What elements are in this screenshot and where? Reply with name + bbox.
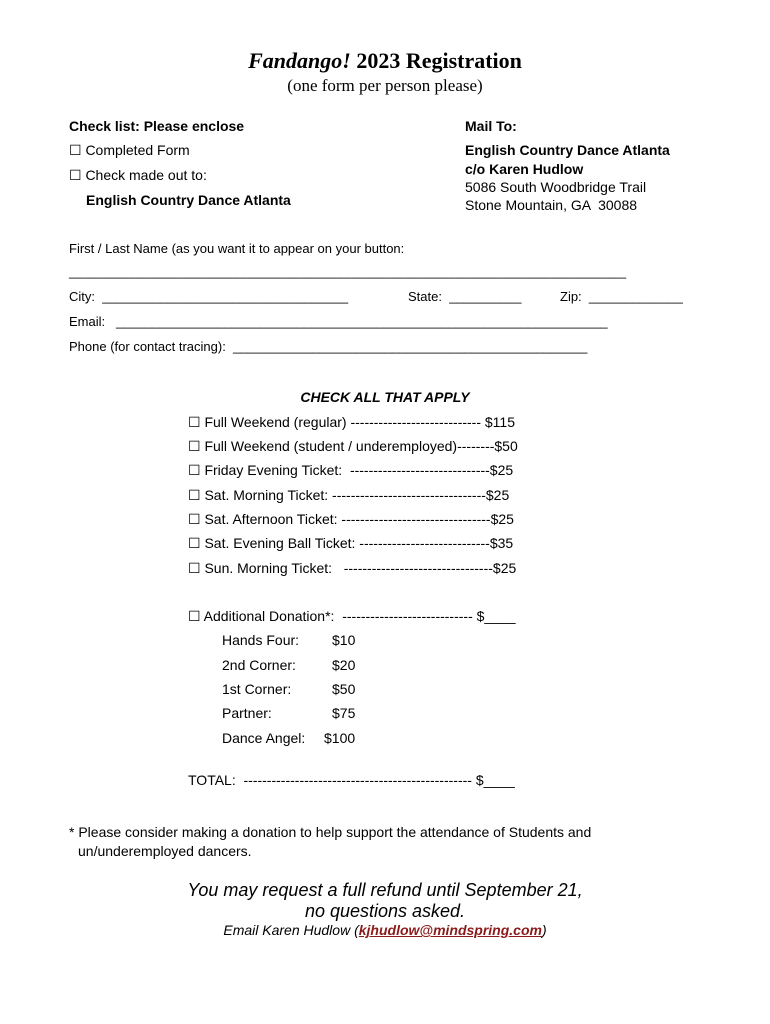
name-label: First / Last Name (as you want it to appear on your button: <box>69 241 405 256</box>
refund-line1: You may request a full refund until September 21, <box>187 880 583 900</box>
state-field[interactable]: State: __________ <box>408 289 522 304</box>
donation-level-amount: $75 <box>332 705 356 721</box>
checkbox-sat-afternoon[interactable]: ☐ Sat. Afternoon Ticket: --------------------------------$25 <box>188 511 514 527</box>
donation-level-name: Dance Angel: <box>222 730 306 746</box>
mail-to-city: Stone Mountain, GA 30088 <box>465 197 638 213</box>
checklist-heading: Check list: Please enclose <box>69 118 245 134</box>
page-title <box>0 48 770 74</box>
checkbox-sat-morning[interactable]: ☐ Sat. Morning Ticket: ---------------------------------$25 <box>188 487 510 503</box>
donation-level-name: Hands Four: <box>222 632 300 648</box>
donation-level-amount: $10 <box>332 632 356 648</box>
title-italic: Fandango! <box>248 48 351 73</box>
city-field[interactable]: City: __________________________________ <box>69 289 349 304</box>
email-contact <box>0 922 770 938</box>
donation-level-name: 1st Corner: <box>222 681 292 697</box>
donation-level-amount: $100 <box>324 730 356 746</box>
phone-field[interactable]: Phone (for contact tracing): _________________________________________________ <box>69 339 588 354</box>
email-link[interactable]: kjhudlow@mindspring.com <box>358 922 542 938</box>
page-subtitle: (one form per person please) <box>287 76 483 95</box>
checkbox-friday-evening[interactable]: ☐ Friday Evening Ticket: ------------------------------$25 <box>188 462 514 478</box>
refund-line2: no questions asked. <box>304 901 466 921</box>
footnote-line2: un/underemployed dancers. <box>78 843 252 859</box>
title-rest: 2023 Registration <box>350 48 522 73</box>
checkbox-completed-form[interactable]: ☐ Completed Form <box>69 142 190 158</box>
mail-to-org: English Country Dance Atlanta <box>465 142 670 158</box>
donation-level-name: 2nd Corner: <box>222 657 296 673</box>
zip-field[interactable]: Zip: _____________ <box>560 289 683 304</box>
checkbox-full-weekend-student[interactable]: ☐ Full Weekend (student / underemployed)--------$50 <box>188 438 518 454</box>
total-line[interactable]: TOTAL: ------------------------------------------------- $____ <box>188 772 515 788</box>
mail-to-co: c/o Karen Hudlow <box>465 161 584 177</box>
checkbox-full-weekend-regular[interactable]: ☐ Full Weekend (regular) ---------------------------- $115 <box>188 414 515 430</box>
footnote-line1: * Please consider making a donation to help support the attendance of Students and <box>69 824 592 840</box>
payee-name: English Country Dance Atlanta <box>86 192 291 208</box>
email-field[interactable]: Email: ____________________________________________________________________ <box>69 314 608 329</box>
donation-level-amount: $50 <box>332 681 356 697</box>
checkbox-check-made-out[interactable]: ☐ Check made out to: <box>69 167 207 183</box>
options-heading: CHECK ALL THAT APPLY <box>300 389 470 405</box>
donation-level-name: Partner: <box>222 705 272 721</box>
checkbox-sat-evening-ball[interactable]: ☐ Sat. Evening Ball Ticket: ----------------------------$35 <box>188 535 514 551</box>
mail-to-street: 5086 South Woodbridge Trail <box>465 179 647 195</box>
mail-to-heading: Mail To: <box>465 118 517 134</box>
name-field[interactable]: ___________________________________________________________________________ <box>69 264 627 279</box>
email-suffix: ) <box>541 922 547 938</box>
email-prefix: Email Karen Hudlow ( <box>223 922 359 938</box>
donation-level-amount: $20 <box>332 657 356 673</box>
checkbox-additional-donation[interactable]: ☐ Additional Donation*: ---------------------------- $____ <box>188 608 516 624</box>
checkbox-sun-morning[interactable]: ☐ Sun. Morning Ticket: --------------------------------$25 <box>188 560 517 576</box>
